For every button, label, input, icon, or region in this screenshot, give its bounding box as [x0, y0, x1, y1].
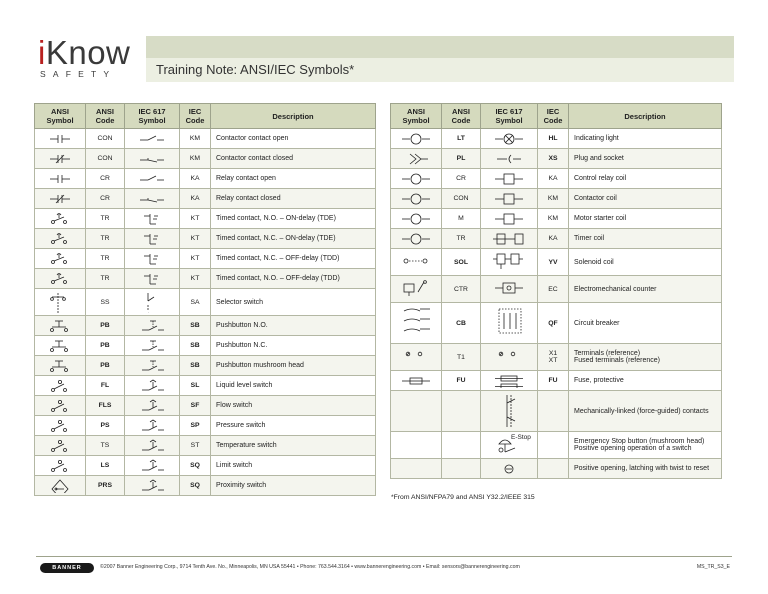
col-ansi-symbol: ANSI Symbol	[35, 104, 86, 129]
description-cell: Relay contact open	[211, 169, 376, 189]
table-header-row	[35, 104, 376, 129]
description-cell: Plug and socket	[569, 149, 722, 169]
iec-symbol-cell	[125, 269, 180, 289]
iec-iec-closed-icon	[136, 151, 168, 166]
ansi-sw-icon	[44, 438, 76, 453]
iec-symbol-cell	[481, 149, 538, 169]
iec-symbol-cell	[125, 149, 180, 169]
table-row	[35, 129, 376, 149]
description-cell: Fuse, protective	[569, 371, 722, 391]
iec-iec-timed-icon	[136, 271, 168, 286]
ansi-code-cell: SS	[86, 289, 125, 316]
ansi-code-cell	[442, 459, 481, 479]
iec-symbol-cell	[481, 459, 538, 479]
col-iec-code: IEC Code	[538, 104, 569, 129]
table-row	[35, 376, 376, 396]
ansi-symbol-cell	[391, 371, 442, 391]
description-cell: Contactor contact closed	[211, 149, 376, 169]
table-row	[35, 169, 376, 189]
description-cell: Emergency Stop button (mushroom head) Positive opening operation of a switch	[569, 432, 722, 459]
table-row	[35, 416, 376, 436]
ansi-symbol-cell	[35, 396, 86, 416]
iec-counter-iec-icon	[493, 278, 525, 300]
iec-iec-sw-icon	[136, 378, 168, 393]
table-row	[391, 209, 722, 229]
left-symbol-table	[34, 103, 376, 496]
iec-sol-iec-icon	[493, 251, 525, 273]
iec-code-cell: SB	[180, 316, 211, 336]
table-row	[391, 371, 722, 391]
table-row	[391, 432, 722, 459]
ansi-terminals-icon	[400, 346, 432, 368]
description-cell: Timer coil	[569, 229, 722, 249]
iec-iec-sw-icon	[136, 398, 168, 413]
ansi-symbol-cell	[391, 303, 442, 344]
description-cell: Selector switch	[211, 289, 376, 316]
ansi-code-cell: PB	[86, 356, 125, 376]
iec-code-cell: KM	[538, 189, 569, 209]
table-row	[391, 303, 722, 344]
table-row	[391, 149, 722, 169]
table-row	[35, 249, 376, 269]
iec-iec-sw-icon	[136, 438, 168, 453]
iknow-safety-logo	[36, 36, 144, 82]
ansi-circle-line-icon	[400, 131, 432, 146]
ansi-code-cell: FU	[442, 371, 481, 391]
iec-code-cell	[538, 432, 569, 459]
logo-wordmark: iKnow	[38, 34, 131, 71]
ansi-code-cell: CR	[442, 169, 481, 189]
iec-symbol-cell	[125, 416, 180, 436]
iec-iec-timed-icon	[136, 211, 168, 226]
description-cell: Limit switch	[211, 456, 376, 476]
iec-iec-timed-icon	[136, 251, 168, 266]
ansi-code-cell: PB	[86, 336, 125, 356]
title-band	[146, 36, 734, 82]
table-row	[391, 344, 722, 371]
ansi-sw-icon	[44, 378, 76, 393]
description-cell: Proximity switch	[211, 476, 376, 496]
ansi-timed-icon	[44, 271, 76, 286]
iec-symbol-cell	[481, 169, 538, 189]
iec-symbol-cell	[125, 396, 180, 416]
table-row	[391, 169, 722, 189]
ansi-symbol-cell	[391, 432, 442, 459]
ansi-code-cell: LS	[86, 456, 125, 476]
table-row	[391, 229, 722, 249]
description-cell: Liquid level switch	[211, 376, 376, 396]
table-row	[35, 149, 376, 169]
col-ansi-code: ANSI Code	[86, 104, 125, 129]
right-symbol-table	[390, 103, 722, 479]
description-cell: Control relay coil	[569, 169, 722, 189]
description-cell: Contactor coil	[569, 189, 722, 209]
iec-code-cell: KT	[180, 229, 211, 249]
description-cell: Indicating light	[569, 129, 722, 149]
table-header-row	[391, 104, 722, 129]
ansi-nc-closed-icon	[44, 151, 76, 166]
ansi-solenoid-icon	[400, 251, 432, 273]
ansi-pb-icon	[44, 338, 76, 353]
iec-code-cell: SB	[180, 356, 211, 376]
iec-iec-open-icon	[136, 171, 168, 186]
description-cell: Pushbutton N.O.	[211, 316, 376, 336]
ansi-code-cell: PRS	[86, 476, 125, 496]
ansi-symbol-cell	[35, 209, 86, 229]
iec-code-cell: SP	[180, 416, 211, 436]
iec-code-cell: KT	[180, 249, 211, 269]
ansi-plug-icon	[400, 151, 432, 166]
table-row	[35, 396, 376, 416]
iec-code-cell: KT	[180, 269, 211, 289]
iec-symbol-cell	[125, 189, 180, 209]
ansi-code-cell	[442, 391, 481, 432]
ansi-symbol-cell	[391, 209, 442, 229]
ansi-code-cell: LT	[442, 129, 481, 149]
ansi-symbol-cell	[35, 316, 86, 336]
ansi-code-cell: FLS	[86, 396, 125, 416]
iec-code-cell	[538, 391, 569, 432]
table-row	[35, 316, 376, 336]
ansi-code-cell: CTR	[442, 276, 481, 303]
ansi-symbol-cell	[35, 336, 86, 356]
col-iec-symbol: IEC 617 Symbol	[125, 104, 180, 129]
iec-symbol-cell	[481, 209, 538, 229]
iec-iec-open-icon	[136, 131, 168, 146]
ansi-code-cell: PS	[86, 416, 125, 436]
table-row	[391, 459, 722, 479]
iec-symbol-cell	[481, 276, 538, 303]
left-table-body	[35, 129, 376, 496]
right-table-body	[391, 129, 722, 479]
description-cell: Pushbutton N.C.	[211, 336, 376, 356]
iec-fuse-iec-icon	[493, 373, 525, 388]
iec-code-cell: KM	[180, 149, 211, 169]
ansi-nc-open-icon	[44, 131, 76, 146]
ansi-code-cell: CON	[86, 149, 125, 169]
iec-coil-icon	[493, 191, 525, 206]
iec-symbol-cell	[125, 376, 180, 396]
iec-twist-icon	[493, 461, 525, 476]
iec-symbol-cell	[481, 432, 538, 459]
ansi-timed-icon	[44, 251, 76, 266]
ansi-code-cell: M	[442, 209, 481, 229]
iec-code-cell: SB	[180, 336, 211, 356]
iec-code-cell: SL	[180, 376, 211, 396]
table-row	[391, 249, 722, 276]
table-row	[35, 289, 376, 316]
ansi-code-cell: CR	[86, 169, 125, 189]
ansi-symbol-cell	[391, 129, 442, 149]
ansi-code-cell: CON	[86, 129, 125, 149]
ansi-symbol-cell	[391, 229, 442, 249]
iec-symbol-cell	[125, 476, 180, 496]
iec-symbol-cell	[125, 316, 180, 336]
iec-iec-selector-icon	[136, 291, 168, 313]
col-iec-code: IEC Code	[180, 104, 211, 129]
iec-code-cell: KA	[180, 189, 211, 209]
ansi-timed-icon	[44, 211, 76, 226]
ansi-nc-closed-icon	[44, 191, 76, 206]
iec-code-cell: QF	[538, 303, 569, 344]
description-cell: Pressure switch	[211, 416, 376, 436]
ansi-symbol-cell	[35, 416, 86, 436]
iec-symbol-cell	[125, 436, 180, 456]
ansi-symbol-cell	[35, 269, 86, 289]
iec-symbol-cell	[125, 356, 180, 376]
iec-symbol-cell	[125, 169, 180, 189]
description-cell: Positive opening, latching with twist to reset	[569, 459, 722, 479]
ansi-symbol-cell	[35, 169, 86, 189]
table-row	[35, 229, 376, 249]
table-row	[35, 476, 376, 496]
ansi-symbol-cell	[391, 344, 442, 371]
iec-symbol-cell	[481, 391, 538, 432]
iec-code-cell: FU	[538, 371, 569, 391]
ansi-symbol-cell	[35, 356, 86, 376]
ansi-symbol-cell	[391, 169, 442, 189]
ansi-code-cell: PL	[442, 149, 481, 169]
iec-symbol-cell	[481, 229, 538, 249]
ansi-prox-icon	[44, 478, 76, 493]
iec-iec-pb-icon	[136, 318, 168, 333]
iec-code-cell: HL	[538, 129, 569, 149]
ansi-symbol-cell	[35, 129, 86, 149]
iec-code-cell: KM	[180, 129, 211, 149]
iec-lamp-icon	[493, 131, 525, 146]
ansi-pb-icon	[44, 318, 76, 333]
iec-code-cell: KA	[538, 229, 569, 249]
table-row	[35, 269, 376, 289]
ansi-symbol-cell	[35, 189, 86, 209]
ansi-fuse-icon	[400, 373, 432, 388]
description-cell: Contactor contact open	[211, 129, 376, 149]
footer-contact-text: ©2007 Banner Engineering Corp., 9714 Tenth Ave. No., Minneapolis, MN USA 55441 • Phone: 763.544.3164 • www.bannerengineering.com • Email: sensors@bannerengineering.com	[100, 564, 520, 570]
iec-symbol-cell	[481, 344, 538, 371]
table-row	[35, 356, 376, 376]
footer-doc-code: MS_TR_S3_E	[696, 564, 730, 570]
ansi-code-cell: PB	[86, 316, 125, 336]
banner-logo: BANNER	[40, 563, 94, 573]
ansi-symbol-cell	[391, 391, 442, 432]
ansi-code-cell: T1	[442, 344, 481, 371]
ansi-code-cell: CB	[442, 303, 481, 344]
iec-symbol-cell	[125, 456, 180, 476]
iec-symbol-cell	[125, 229, 180, 249]
ansi-code-cell	[442, 432, 481, 459]
table-row	[391, 129, 722, 149]
description-cell: Solenoid coil	[569, 249, 722, 276]
ansi-symbol-cell	[391, 149, 442, 169]
iec-code-cell: KA	[180, 169, 211, 189]
iec-iec-pb-icon	[136, 338, 168, 353]
ansi-code-cell: TS	[86, 436, 125, 456]
iec-plug-iec-icon	[493, 151, 525, 166]
iec-symbol-cell	[481, 129, 538, 149]
col-ansi-symbol: ANSI Symbol	[391, 104, 442, 129]
iec-code-cell: SA	[180, 289, 211, 316]
ansi-code-cell: FL	[86, 376, 125, 396]
page-header	[36, 36, 734, 82]
iec-code-cell: SF	[180, 396, 211, 416]
col-ansi-code: ANSI Code	[442, 104, 481, 129]
ansi-symbol-cell	[391, 459, 442, 479]
ansi-symbol-cell	[35, 456, 86, 476]
ansi-symbol-cell	[35, 229, 86, 249]
ansi-nc-open-icon	[44, 171, 76, 186]
iec-code-cell: SQ	[180, 476, 211, 496]
description-cell: Timed contact, N.O. – ON-delay (TDE)	[211, 209, 376, 229]
iec-code-cell	[538, 459, 569, 479]
ansi-code-cell: TR	[442, 229, 481, 249]
ansi-counter-icon	[400, 278, 432, 300]
ansi-circle-line-icon	[400, 171, 432, 186]
col-description: Description	[211, 104, 376, 129]
col-iec-symbol: IEC 617 Symbol	[481, 104, 538, 129]
right-symbol-table-wrap	[390, 103, 722, 479]
footer-divider	[36, 556, 732, 557]
ansi-pb-icon	[44, 358, 76, 373]
iec-breaker-iec-icon	[493, 305, 525, 341]
description-cell: Relay contact closed	[211, 189, 376, 209]
iec-code-cell: X1 XT	[538, 344, 569, 371]
description-cell: Motor starter coil	[569, 209, 722, 229]
table-row	[35, 336, 376, 356]
estop-label: E-Stop	[511, 434, 531, 441]
description-cell: Circuit breaker	[569, 303, 722, 344]
iec-coil-icon	[493, 211, 525, 226]
description-cell: Timed contact, N.C. – OFF-delay (TDD)	[211, 249, 376, 269]
ansi-breaker-icon	[400, 305, 432, 341]
iec-iec-pb-icon	[136, 358, 168, 373]
ansi-sw-icon	[44, 398, 76, 413]
ansi-symbol-cell	[391, 249, 442, 276]
ansi-code-cell: SOL	[442, 249, 481, 276]
footnote: *From ANSI/NFPA79 and ANSI Y32.2/IEEE 315	[391, 494, 535, 501]
iec-timer-coil-icon	[493, 231, 525, 246]
iec-code-cell: SQ	[180, 456, 211, 476]
ansi-timed-icon	[44, 231, 76, 246]
ansi-symbol-cell	[35, 376, 86, 396]
iec-code-cell: YV	[538, 249, 569, 276]
ansi-code-cell: TR	[86, 249, 125, 269]
iec-code-cell: XS	[538, 149, 569, 169]
ansi-code-cell: CR	[86, 189, 125, 209]
ansi-selector-icon	[44, 291, 76, 313]
iec-iec-timed-icon	[136, 231, 168, 246]
ansi-circle-line-icon	[400, 211, 432, 226]
table-row	[35, 436, 376, 456]
iec-coil-icon	[493, 171, 525, 186]
ansi-code-cell: CON	[442, 189, 481, 209]
ansi-symbol-cell	[35, 249, 86, 269]
table-row	[391, 391, 722, 432]
iec-code-cell: KT	[180, 209, 211, 229]
iec-iec-sw-icon	[136, 418, 168, 433]
logo-tagline: SAFETY	[40, 69, 117, 79]
col-description: Description	[569, 104, 722, 129]
iec-linked-icon	[493, 393, 525, 429]
ansi-sw-icon	[44, 418, 76, 433]
description-cell: Mechanically-linked (force-guided) contacts	[569, 391, 722, 432]
description-cell: Timed contact, N.C. – ON-delay (TDE)	[211, 229, 376, 249]
iec-iec-sw-icon	[136, 478, 168, 493]
page-title: Training Note: ANSI/IEC Symbols*	[156, 62, 355, 77]
iec-iec-closed-icon	[136, 191, 168, 206]
ansi-symbol-cell	[391, 189, 442, 209]
iec-symbol-cell	[125, 129, 180, 149]
description-cell: Electromechanical counter	[569, 276, 722, 303]
iec-symbol-cell	[481, 249, 538, 276]
ansi-symbol-cell	[391, 276, 442, 303]
table-row	[391, 189, 722, 209]
description-cell: Pushbutton mushroom head	[211, 356, 376, 376]
iec-iec-sw-icon	[136, 458, 168, 473]
ansi-code-cell: TR	[86, 229, 125, 249]
table-row	[391, 276, 722, 303]
iec-symbol-cell	[481, 371, 538, 391]
table-row	[35, 189, 376, 209]
ansi-symbol-cell	[35, 149, 86, 169]
iec-symbol-cell	[125, 289, 180, 316]
iec-code-cell: KM	[538, 209, 569, 229]
iec-code-cell: EC	[538, 276, 569, 303]
ansi-symbol-cell	[35, 476, 86, 496]
ansi-symbol-cell	[35, 289, 86, 316]
iec-symbol-cell	[481, 189, 538, 209]
description-cell: Temperature switch	[211, 436, 376, 456]
iec-code-cell: KA	[538, 169, 569, 189]
description-cell: Timed contact, N.O. – OFF-delay (TDD)	[211, 269, 376, 289]
ansi-circle-line-icon	[400, 231, 432, 246]
table-row	[35, 209, 376, 229]
iec-terminals-icon	[493, 346, 525, 368]
ansi-code-cell: TR	[86, 269, 125, 289]
description-cell: Terminals (reference) Fused terminals (reference)	[569, 344, 722, 371]
iec-symbol-cell	[125, 209, 180, 229]
iec-code-cell: ST	[180, 436, 211, 456]
ansi-code-cell: TR	[86, 209, 125, 229]
iec-symbol-cell	[125, 336, 180, 356]
ansi-circle-line-icon	[400, 191, 432, 206]
description-cell: Flow switch	[211, 396, 376, 416]
ansi-symbol-cell	[35, 436, 86, 456]
left-symbol-table-wrap	[34, 103, 376, 496]
iec-symbol-cell	[125, 249, 180, 269]
ansi-sw-icon	[44, 458, 76, 473]
iec-symbol-cell	[481, 303, 538, 344]
table-row	[35, 456, 376, 476]
